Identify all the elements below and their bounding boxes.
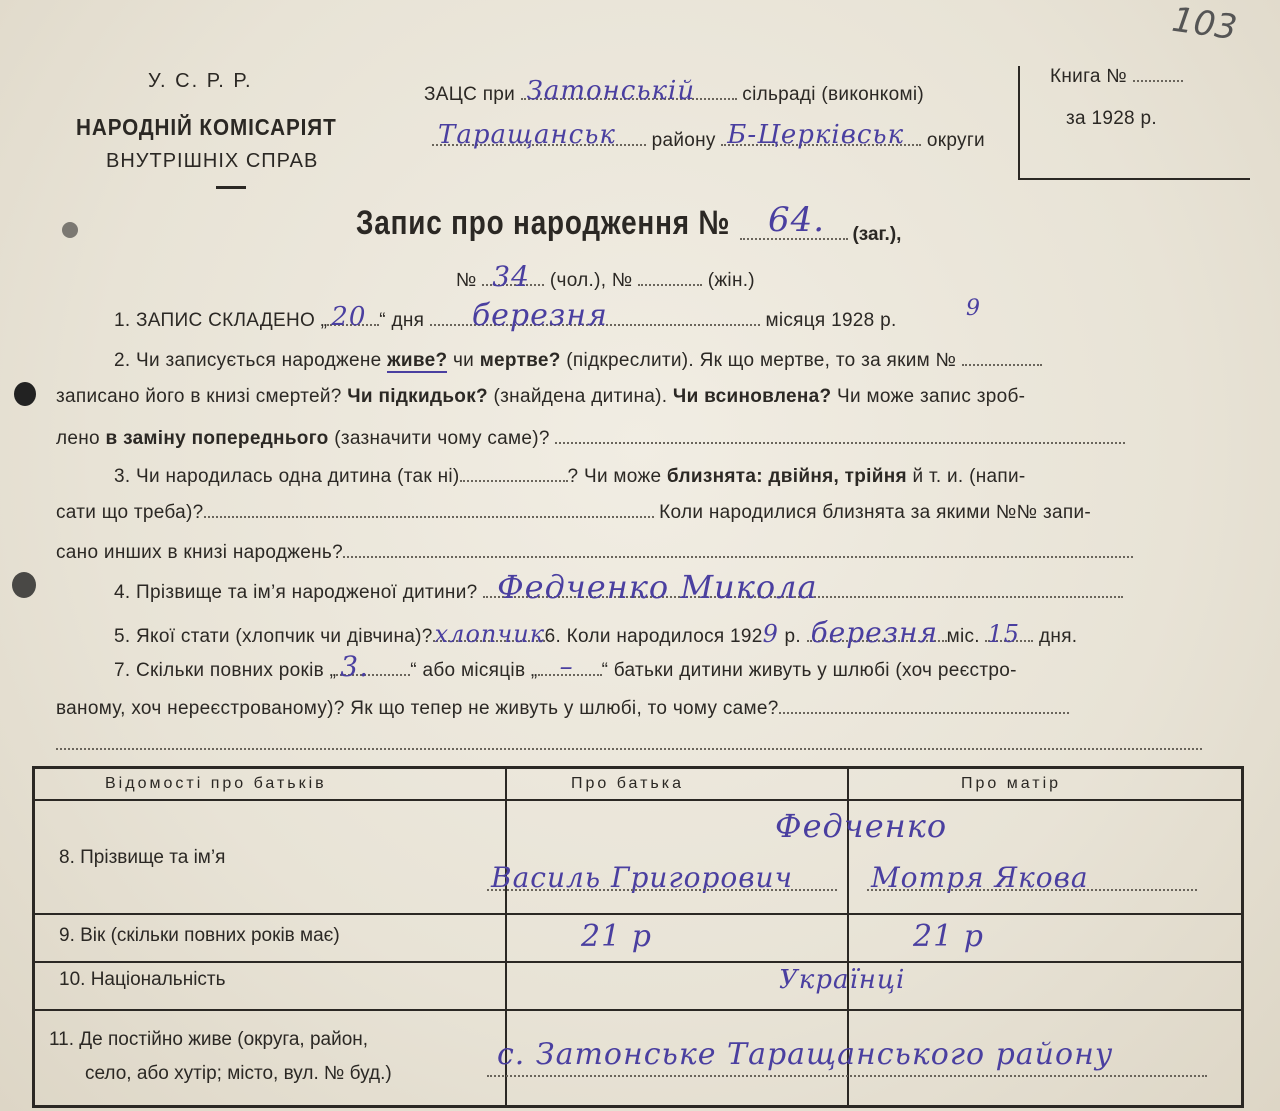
q2-alive: живе? bbox=[387, 350, 448, 371]
punch-hole bbox=[14, 382, 36, 406]
table-hline bbox=[35, 961, 1241, 963]
okrug-field bbox=[721, 120, 921, 150]
q3-twins: близнята: двійня, трійня bbox=[666, 466, 907, 487]
zags-prefix: ЗАЦС при bbox=[424, 84, 516, 105]
zags-suffix: сільраді (виконкомі) bbox=[742, 84, 925, 105]
row-nationality-label: 10. Національність bbox=[59, 969, 226, 990]
q3-l2a: сати що треба)? bbox=[56, 502, 204, 523]
q4-label: 4. Прізвище та ім’я народженої дитини? bbox=[114, 582, 478, 603]
q3-l1b: ? Чи може bbox=[567, 466, 662, 487]
row-residence-label-1: 11. Де постійно живе (округа, район, bbox=[49, 1029, 369, 1050]
q2-l2e: Чи може запис зроб- bbox=[837, 386, 1026, 407]
male-label: (чол.), № bbox=[549, 270, 633, 291]
q2-l3c: (зазначити чому саме)? bbox=[334, 428, 550, 449]
q2-l1c: чи bbox=[452, 350, 475, 371]
header-ussr: У. С. Р. Р. bbox=[148, 70, 253, 92]
q2-dead: мертве? bbox=[479, 350, 561, 371]
q5-line bbox=[114, 616, 1078, 649]
book-label: Книга № bbox=[1050, 66, 1128, 87]
q2-l3a: лено bbox=[56, 428, 100, 449]
q7-line1 bbox=[114, 650, 1017, 683]
book-box bbox=[1018, 66, 1250, 180]
q5-label: 5. Якої стати (хлопчик чи дівчина)? bbox=[114, 626, 433, 647]
q7-line2 bbox=[56, 698, 1069, 720]
q2-replacement: в заміну попереднього bbox=[105, 428, 329, 449]
header-commissariat: НАРОДНІЙ КОМІСАРІЯТ bbox=[76, 114, 337, 140]
residence-hw: с. Затонське Таращанського району bbox=[497, 1037, 1114, 1072]
row-residence-label-2: село, або хутір; місто, вул. № буд.) bbox=[85, 1063, 392, 1084]
male-num-prefix: № bbox=[456, 270, 477, 291]
table-header-mother: Про матір bbox=[961, 775, 1062, 792]
q2-line1 bbox=[114, 350, 1042, 372]
birth-month-hw: березня bbox=[810, 616, 938, 649]
q2-l2a: записано його в книзі смертей? bbox=[56, 386, 342, 407]
record-title-text: Запис про народження № bbox=[356, 204, 731, 242]
q1-day-hw: 20 bbox=[331, 302, 367, 332]
table-hline bbox=[35, 1009, 1241, 1011]
archive-number: 103 bbox=[1169, 0, 1240, 49]
q1-prefix: 1. ЗАПИС СКЛАДЕНО „ bbox=[114, 310, 328, 331]
mother-name-hw: Мотря Якова bbox=[871, 861, 1089, 894]
birth-year-hw: 9 bbox=[762, 620, 779, 648]
row-name-label: 8. Прізвище та ім’я bbox=[59, 847, 226, 868]
q3-l1a: 3. Чи народилась одна дитина (так ні) bbox=[114, 466, 460, 487]
nationality-hw: Українці bbox=[779, 965, 906, 995]
book-number bbox=[1050, 66, 1183, 88]
marriage-months-hw: – bbox=[559, 652, 574, 682]
punch-hole bbox=[62, 222, 78, 238]
father-name-dotline bbox=[487, 889, 837, 891]
punch-hole bbox=[12, 572, 36, 598]
header-dept: ВНУТРІШНІХ СПРАВ bbox=[106, 150, 319, 172]
q7-l1b: “ або місяців „ bbox=[410, 660, 538, 681]
q7-l2: ваному, хоч нереєстрованому)? Як що тепер не живуть у шлюбі, то чому саме? bbox=[56, 698, 779, 719]
male-number-hw: 34 bbox=[492, 260, 530, 293]
mother-age-hw: 21 р bbox=[913, 919, 984, 954]
mother-name-dotline bbox=[867, 889, 1197, 891]
child-sex-hw: хлопчик bbox=[434, 620, 546, 648]
record-subnumbers bbox=[456, 260, 755, 293]
raion-label: району bbox=[651, 130, 716, 151]
record-number-hw: 64. bbox=[768, 200, 826, 240]
q2-l1a: 2. Чи записується народжене bbox=[114, 350, 382, 371]
q4-line bbox=[114, 568, 1123, 606]
q7-l1a: 7. Скільки повних років „ bbox=[114, 660, 337, 681]
parents-surname-hw: Федченко bbox=[775, 807, 948, 845]
record-number-field bbox=[740, 200, 902, 246]
q2-adopted: Чи всиновлена? bbox=[672, 386, 832, 407]
q3-l3a: сано инших в книзі народжень? bbox=[56, 542, 343, 563]
zags-line bbox=[424, 76, 925, 106]
row-age-label: 9. Вік (скільки повних років має) bbox=[59, 925, 340, 946]
marriage-years-hw: 3. bbox=[340, 650, 369, 683]
table-hline bbox=[35, 913, 1241, 915]
q3-line2 bbox=[56, 502, 1091, 524]
table-header-father: Про батька bbox=[571, 775, 684, 792]
q7-dotted-line bbox=[56, 748, 1202, 750]
q3-line3 bbox=[56, 542, 1133, 564]
q2-l2c: (знайдена дитина). bbox=[493, 386, 668, 407]
q3-l1d: й т. и. (напи- bbox=[912, 466, 1026, 487]
table-hline bbox=[35, 799, 1241, 801]
q6-dnya: дня. bbox=[1039, 626, 1078, 647]
book-year: за 1928 р. bbox=[1066, 108, 1157, 129]
raion-field bbox=[432, 120, 646, 150]
female-label: (жін.) bbox=[707, 270, 755, 291]
residence-dotline bbox=[487, 1075, 1207, 1077]
okrug-label: округи bbox=[926, 130, 985, 151]
father-age-hw: 21 р bbox=[581, 919, 652, 954]
q1-line bbox=[114, 296, 981, 333]
child-name-hw: Федченко Микола bbox=[497, 568, 818, 606]
q6-r: р. bbox=[784, 626, 801, 647]
q1-year-correction-hw: 9 bbox=[966, 296, 981, 321]
q2-foundling: Чи підкидьок? bbox=[347, 386, 488, 407]
raion-line bbox=[432, 120, 985, 152]
q6-label: 6. Коли народилося 192 bbox=[544, 626, 763, 647]
q2-line3 bbox=[56, 428, 1125, 450]
q1-month-hw: березня bbox=[471, 298, 608, 333]
q1-suffix: місяця 1928 р. bbox=[765, 310, 897, 331]
header-dash bbox=[216, 186, 246, 189]
table-header-parents: Відомості про батьків bbox=[105, 775, 327, 792]
parents-table bbox=[32, 766, 1244, 1108]
zags-village-hw: Затонській bbox=[526, 76, 696, 106]
zags-village-field bbox=[521, 76, 737, 106]
q7-l1c: “ батьки дитини живуть у шлюбі (хоч реєстро- bbox=[601, 660, 1017, 681]
q6-mis: міс. bbox=[946, 626, 980, 647]
okrug-hw: Б-Церківськ bbox=[727, 120, 905, 150]
record-title-suffix: (заг.), bbox=[852, 224, 902, 245]
father-name-hw: Василь Григорович bbox=[491, 861, 793, 894]
q3-line1 bbox=[114, 466, 1026, 488]
q1-mid: “ дня bbox=[379, 310, 425, 331]
q2-line2 bbox=[56, 386, 1025, 408]
raion-hw: Таращанськ bbox=[438, 120, 616, 150]
q3-l2b: Коли народилися близнята за якими №№ запи- bbox=[659, 502, 1092, 523]
q2-l1e: (підкреслити). Як що мертве, то за яким № bbox=[566, 350, 957, 371]
birth-day-hw: 15 bbox=[987, 620, 1020, 648]
